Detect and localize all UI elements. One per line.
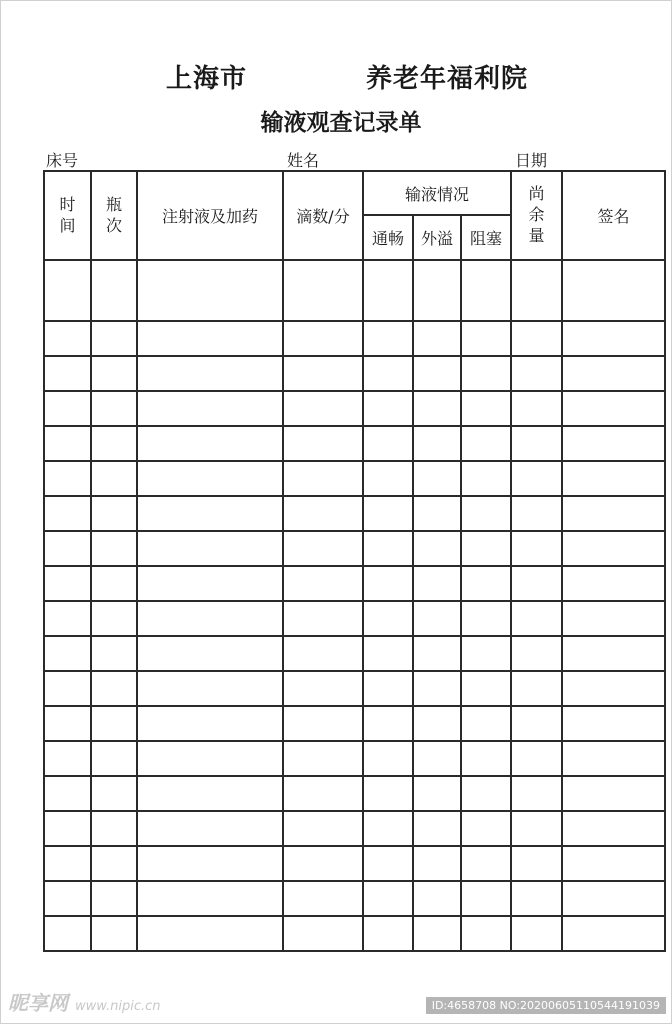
- table-cell[interactable]: [562, 706, 665, 741]
- table-cell[interactable]: [511, 811, 562, 846]
- table-cell[interactable]: [44, 811, 91, 846]
- date-label: 日期: [515, 151, 548, 170]
- document-title: 输液观查记录单: [260, 110, 422, 136]
- table-cell[interactable]: [461, 846, 511, 881]
- table-cell[interactable]: [511, 391, 562, 426]
- table-cell[interactable]: [413, 741, 461, 776]
- table-cell[interactable]: [283, 601, 363, 636]
- table-cell[interactable]: [137, 846, 283, 881]
- table-cell[interactable]: [413, 496, 461, 531]
- table-cell[interactable]: [283, 776, 363, 811]
- table-cell[interactable]: [137, 671, 283, 706]
- table-cell[interactable]: [413, 391, 461, 426]
- table-cell[interactable]: [363, 916, 413, 951]
- footer: [0, 986, 672, 1024]
- table-cell[interactable]: [562, 496, 665, 531]
- table-cell[interactable]: [91, 846, 137, 881]
- table-cell[interactable]: [562, 881, 665, 916]
- table-cell[interactable]: [461, 531, 511, 566]
- table-cell[interactable]: [413, 671, 461, 706]
- table-cell[interactable]: [44, 496, 91, 531]
- table-cell[interactable]: [283, 321, 363, 356]
- header-bottle: 瓶次: [91, 171, 137, 260]
- table-cell[interactable]: [461, 881, 511, 916]
- table-cell[interactable]: [562, 321, 665, 356]
- table-cell[interactable]: [137, 601, 283, 636]
- table-cell[interactable]: [363, 881, 413, 916]
- table-row: [44, 496, 665, 531]
- header-signature: 签名: [562, 171, 665, 260]
- table-cell[interactable]: [283, 426, 363, 461]
- table-cell[interactable]: [363, 531, 413, 566]
- table-cell[interactable]: [562, 671, 665, 706]
- table-cell[interactable]: [461, 321, 511, 356]
- table-cell[interactable]: [413, 566, 461, 601]
- table-cell[interactable]: [413, 706, 461, 741]
- table-cell[interactable]: [511, 496, 562, 531]
- image-id-badge: ID:4658708 NO:20200605110544191039: [426, 997, 666, 1014]
- table-row: [44, 776, 665, 811]
- table-cell[interactable]: [511, 566, 562, 601]
- table-cell[interactable]: [91, 671, 137, 706]
- table-cell[interactable]: [91, 741, 137, 776]
- table-row: [44, 426, 665, 461]
- table-cell[interactable]: [461, 426, 511, 461]
- city-name: 上海市: [166, 64, 248, 94]
- table-cell[interactable]: [363, 671, 413, 706]
- table-cell[interactable]: [461, 811, 511, 846]
- table-cell[interactable]: [44, 356, 91, 391]
- table-cell[interactable]: [562, 601, 665, 636]
- table-row: [44, 461, 665, 496]
- table-cell[interactable]: [137, 566, 283, 601]
- table-cell[interactable]: [461, 776, 511, 811]
- table-cell[interactable]: [283, 636, 363, 671]
- table-cell[interactable]: [91, 356, 137, 391]
- table-cell[interactable]: [283, 356, 363, 391]
- table-cell[interactable]: [562, 811, 665, 846]
- table-cell[interactable]: [461, 671, 511, 706]
- table-cell[interactable]: [44, 531, 91, 566]
- table-cell[interactable]: [137, 706, 283, 741]
- watermark-url: www.nipic.cn: [74, 999, 161, 1014]
- table-cell[interactable]: [363, 356, 413, 391]
- table-cell[interactable]: [413, 531, 461, 566]
- table-row: [44, 566, 665, 601]
- table-cell[interactable]: [363, 811, 413, 846]
- table-cell[interactable]: [413, 356, 461, 391]
- table-cell[interactable]: [283, 260, 363, 321]
- table-cell[interactable]: [461, 916, 511, 951]
- table-cell[interactable]: [511, 601, 562, 636]
- table-cell[interactable]: [283, 881, 363, 916]
- table-cell[interactable]: [461, 391, 511, 426]
- table-cell[interactable]: [511, 881, 562, 916]
- table-row: [44, 706, 665, 741]
- table-cell[interactable]: [511, 846, 562, 881]
- table-cell[interactable]: [413, 881, 461, 916]
- subheader-smooth: 通畅: [363, 215, 413, 260]
- table-row: [44, 531, 665, 566]
- table-cell[interactable]: [283, 671, 363, 706]
- header-drip-rate: 滴数/分: [283, 171, 363, 260]
- table-cell[interactable]: [44, 881, 91, 916]
- table-cell[interactable]: [44, 391, 91, 426]
- table-cell[interactable]: [511, 461, 562, 496]
- table-cell[interactable]: [562, 391, 665, 426]
- header-infusion-status: 输液情况: [363, 171, 511, 215]
- table-cell[interactable]: [44, 566, 91, 601]
- table-cell[interactable]: [137, 881, 283, 916]
- table-cell[interactable]: [562, 260, 665, 321]
- table-cell[interactable]: [511, 636, 562, 671]
- table-cell[interactable]: [363, 776, 413, 811]
- table-row: [44, 671, 665, 706]
- header-time: 时间: [44, 171, 91, 260]
- table-row: [44, 391, 665, 426]
- institution-name: 养老年福利院: [366, 64, 529, 94]
- table-cell[interactable]: [283, 916, 363, 951]
- table-cell[interactable]: [91, 636, 137, 671]
- watermark: [8, 987, 161, 1016]
- table-cell[interactable]: [413, 776, 461, 811]
- table-row: [44, 916, 665, 951]
- table-cell[interactable]: [137, 260, 283, 321]
- table-cell[interactable]: [562, 356, 665, 391]
- table-cell[interactable]: [461, 566, 511, 601]
- table-cell[interactable]: [91, 391, 137, 426]
- header-remaining: 尚余量: [511, 171, 562, 260]
- table-cell[interactable]: [363, 741, 413, 776]
- table-cell[interactable]: [562, 741, 665, 776]
- table-cell[interactable]: [511, 356, 562, 391]
- table-cell[interactable]: [91, 706, 137, 741]
- table-cell[interactable]: [413, 636, 461, 671]
- table-row: [44, 741, 665, 776]
- table-cell[interactable]: [137, 391, 283, 426]
- table-cell[interactable]: [562, 426, 665, 461]
- table-cell[interactable]: [91, 601, 137, 636]
- table-cell[interactable]: [363, 566, 413, 601]
- table-cell[interactable]: [413, 846, 461, 881]
- table-cell[interactable]: [511, 531, 562, 566]
- subheader-leak: 外溢: [413, 215, 461, 260]
- table-cell[interactable]: [137, 496, 283, 531]
- table-cell[interactable]: [363, 391, 413, 426]
- table-cell[interactable]: [363, 846, 413, 881]
- patient-name-label: 姓名: [287, 151, 320, 170]
- table-cell[interactable]: [91, 260, 137, 321]
- table-cell[interactable]: [91, 426, 137, 461]
- table-cell[interactable]: [137, 461, 283, 496]
- table-cell[interactable]: [91, 776, 137, 811]
- table-cell[interactable]: [91, 811, 137, 846]
- table-cell[interactable]: [137, 776, 283, 811]
- table-cell[interactable]: [283, 461, 363, 496]
- table-cell[interactable]: [283, 531, 363, 566]
- table-cell[interactable]: [363, 706, 413, 741]
- table-cell[interactable]: [413, 321, 461, 356]
- table-cell[interactable]: [562, 846, 665, 881]
- table-cell[interactable]: [44, 916, 91, 951]
- table-cell[interactable]: [511, 260, 562, 321]
- table-cell[interactable]: [91, 531, 137, 566]
- table-cell[interactable]: [363, 461, 413, 496]
- table-cell[interactable]: [562, 566, 665, 601]
- infusion-record-table: [43, 170, 666, 952]
- table-cell[interactable]: [137, 356, 283, 391]
- table-cell[interactable]: [44, 671, 91, 706]
- table-cell[interactable]: [283, 496, 363, 531]
- table-cell[interactable]: [511, 916, 562, 951]
- table-cell[interactable]: [137, 916, 283, 951]
- table-cell[interactable]: [511, 671, 562, 706]
- table-cell[interactable]: [461, 496, 511, 531]
- table-cell[interactable]: [44, 776, 91, 811]
- table-cell[interactable]: [283, 811, 363, 846]
- table-cell[interactable]: [137, 531, 283, 566]
- table-row: [44, 601, 665, 636]
- table-cell[interactable]: [91, 321, 137, 356]
- table-cell[interactable]: [91, 496, 137, 531]
- table-cell[interactable]: [461, 461, 511, 496]
- table-cell[interactable]: [283, 391, 363, 426]
- table-cell[interactable]: [137, 426, 283, 461]
- table-cell[interactable]: [562, 636, 665, 671]
- table-cell[interactable]: [363, 426, 413, 461]
- table-cell[interactable]: [44, 321, 91, 356]
- table-cell[interactable]: [44, 461, 91, 496]
- table-cell[interactable]: [413, 811, 461, 846]
- header: [0, 58, 672, 98]
- table-cell[interactable]: [363, 636, 413, 671]
- table-cell[interactable]: [461, 741, 511, 776]
- table-cell[interactable]: [283, 706, 363, 741]
- table-row: [44, 846, 665, 881]
- table-cell[interactable]: [44, 636, 91, 671]
- table-cell[interactable]: [283, 566, 363, 601]
- table-cell[interactable]: [44, 846, 91, 881]
- table-cell[interactable]: [461, 636, 511, 671]
- table-cell[interactable]: [413, 461, 461, 496]
- table-cell[interactable]: [413, 916, 461, 951]
- table-row: [44, 260, 665, 321]
- table-cell[interactable]: [283, 846, 363, 881]
- table-cell[interactable]: [363, 601, 413, 636]
- table-cell[interactable]: [91, 916, 137, 951]
- table-cell[interactable]: [461, 356, 511, 391]
- table-cell[interactable]: [511, 706, 562, 741]
- table-cell[interactable]: [137, 741, 283, 776]
- table-cell[interactable]: [511, 426, 562, 461]
- table-cell[interactable]: [91, 881, 137, 916]
- table-cell[interactable]: [413, 260, 461, 321]
- table-cell[interactable]: [413, 601, 461, 636]
- table-cell[interactable]: [283, 741, 363, 776]
- table-cell[interactable]: [511, 321, 562, 356]
- table-cell[interactable]: [44, 601, 91, 636]
- table-cell[interactable]: [363, 496, 413, 531]
- table-cell[interactable]: [562, 461, 665, 496]
- table-cell[interactable]: [363, 260, 413, 321]
- table-cell[interactable]: [363, 321, 413, 356]
- subheader-blocked: 阻塞: [461, 215, 511, 260]
- header-medicine: 注射液及加药: [137, 171, 283, 260]
- table-cell[interactable]: [44, 706, 91, 741]
- table-cell[interactable]: [562, 776, 665, 811]
- table-cell[interactable]: [137, 321, 283, 356]
- table-cell[interactable]: [91, 566, 137, 601]
- table-cell[interactable]: [44, 260, 91, 321]
- bed-number-label: 床号: [46, 151, 79, 170]
- table-cell[interactable]: [44, 741, 91, 776]
- table-cell[interactable]: [461, 601, 511, 636]
- table-cell[interactable]: [44, 426, 91, 461]
- table-row: [44, 881, 665, 916]
- table-cell[interactable]: [562, 531, 665, 566]
- table-cell[interactable]: [461, 260, 511, 321]
- table-cell[interactable]: [511, 741, 562, 776]
- table-cell[interactable]: [137, 636, 283, 671]
- table-row: [44, 811, 665, 846]
- table-cell[interactable]: [413, 426, 461, 461]
- table-cell[interactable]: [137, 811, 283, 846]
- table-body: [44, 260, 665, 951]
- table-cell[interactable]: [461, 706, 511, 741]
- table-row: [44, 321, 665, 356]
- table-header-row: [44, 171, 665, 215]
- table-cell[interactable]: [562, 916, 665, 951]
- table-row: [44, 356, 665, 391]
- table-cell[interactable]: [91, 461, 137, 496]
- table-row: [44, 636, 665, 671]
- watermark-text: 昵享网: [8, 991, 68, 1015]
- table-cell[interactable]: [511, 776, 562, 811]
